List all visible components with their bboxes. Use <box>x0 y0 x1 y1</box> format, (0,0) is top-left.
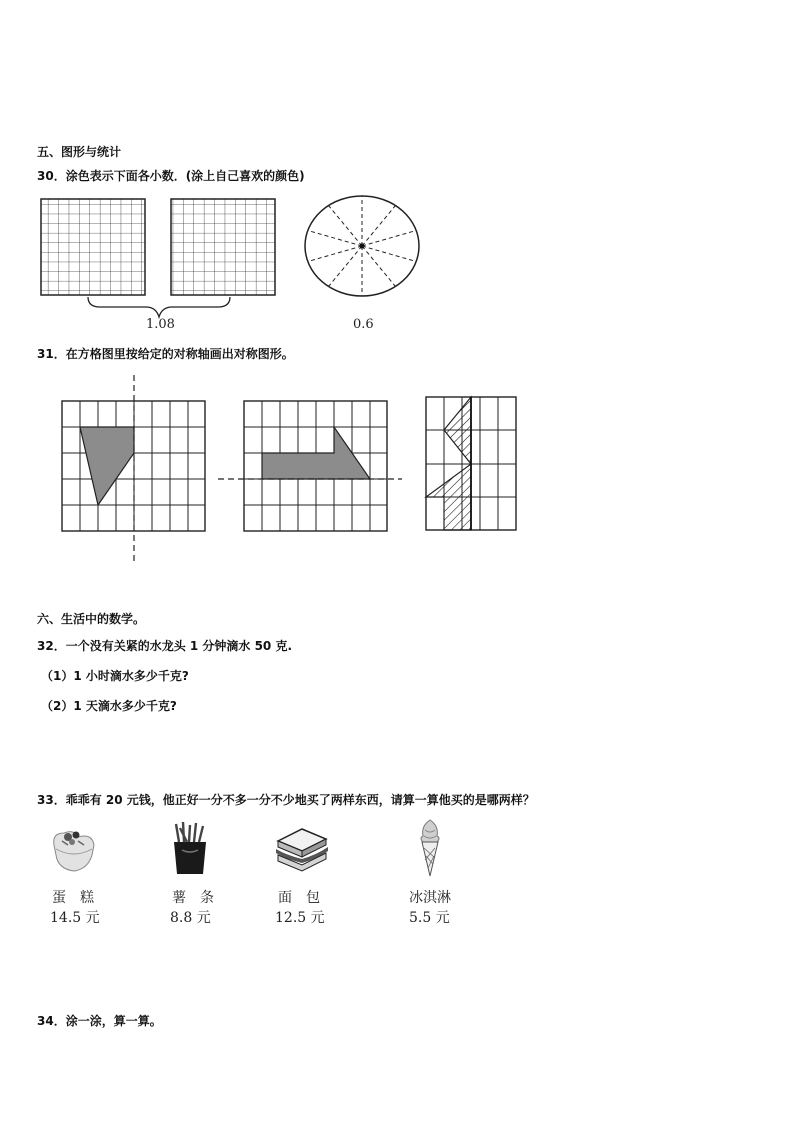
food-name-sandwich: 面包 <box>278 890 334 906</box>
question-32-text: 32．一个没有关紧的水龙头 1 分钟滴水 50 克. <box>37 639 293 653</box>
food-price-cake: 14.5 元 <box>50 910 100 926</box>
question-33-text: 33．乖乖有 20 元钱，他正好一分不多一分不少地买了两样东西，请算一算他买的是哪两样？ <box>37 793 535 807</box>
fries-icon <box>170 820 210 876</box>
food-name-fries: 薯条 <box>172 890 228 906</box>
symmetry-grid-1[interactable] <box>62 375 205 562</box>
question-32-sub1: （1）1 小时滴水多少千克? <box>41 669 189 683</box>
section-5-heading: 五、图形与统计 <box>37 145 122 159</box>
food-price-icecream: 5.5 元 <box>409 910 450 926</box>
sandwich-icon <box>272 825 332 873</box>
hatched-shape-bottom <box>426 464 471 530</box>
hatched-shape-top <box>444 397 471 464</box>
symmetry-grid-3[interactable] <box>426 397 516 530</box>
question-30-text: 30．涂色表示下面各小数．(涂上自己喜欢的颜色) <box>37 169 305 183</box>
food-price-sandwich: 12.5 元 <box>275 910 325 926</box>
question-34-text: 34．涂一涂，算一算。 <box>37 1014 162 1028</box>
question-32-sub2: （2）1 天滴水多少千克? <box>41 699 177 713</box>
question-31-text: 31．在方格图里按给定的对称轴画出对称图形。 <box>37 347 294 361</box>
hundred-grid-1[interactable] <box>41 199 145 295</box>
icecream-icon <box>415 818 445 878</box>
grid-brace <box>88 297 230 317</box>
circle-ten-parts[interactable] <box>305 196 419 296</box>
food-price-fries: 8.8 元 <box>170 910 211 926</box>
symmetry-grid-2[interactable] <box>218 401 402 531</box>
cake-icon <box>48 825 100 875</box>
food-name-icecream: 冰淇淋 <box>409 890 451 906</box>
label-0-6: 0.6 <box>353 317 374 332</box>
hundred-grid-2[interactable] <box>171 199 275 295</box>
food-name-cake: 蛋糕 <box>52 890 108 906</box>
section-6-heading: 六、生活中的数学。 <box>37 612 146 626</box>
q30-figure <box>38 195 438 335</box>
q31-figure <box>0 370 560 570</box>
label-1-08: 1.08 <box>146 317 175 332</box>
shape-grid-1 <box>80 427 134 505</box>
